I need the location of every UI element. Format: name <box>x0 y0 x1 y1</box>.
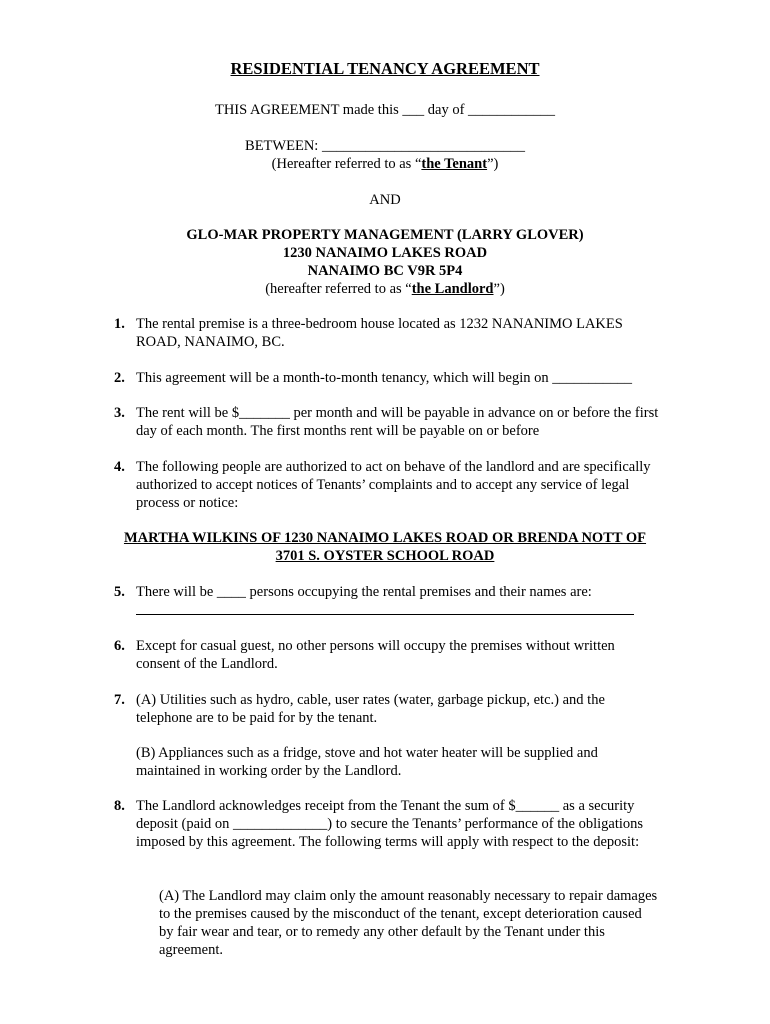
clause-text: (A) Utilities such as hydro, cable, user rates (water, garbage pickup, etc.) and the telephone are to be paid for by the tenant. <box>136 692 605 726</box>
clause-number: 7. <box>114 692 125 708</box>
clause-number: 1. <box>114 316 125 332</box>
clause-text: The rent will be $_______ per month and will be payable in advance on or before the first day of each month. The first months rent will be payable on or before <box>136 405 659 439</box>
authorized-agents: MARTHA WILKINS OF 1230 NANAIMO LAKES ROAD OR BRENDA NOTT OF 3701 S. OYSTER SCHOOL ROAD <box>123 530 647 564</box>
clause-number: 2. <box>114 370 125 386</box>
clause-number: 3. <box>114 405 125 421</box>
and-separator: AND <box>369 192 401 208</box>
document-title: RESIDENTIAL TENANCY AGREEMENT <box>230 59 540 78</box>
tenant-term: the Tenant <box>421 156 488 172</box>
clause-6 <box>114 637 659 673</box>
agreement-date-line: THIS AGREEMENT made this ___ day of ____________ <box>214 102 556 118</box>
landlord-reference: (hereafter referred to as “the Landlord”) <box>265 281 505 297</box>
clause-text: There will be ____ persons occupying the rental premises and their names are: <box>136 584 592 600</box>
clause-5 <box>114 583 659 601</box>
clause-number: 5. <box>114 584 125 600</box>
clause-text: The rental premise is a three-bedroom house located as 1232 NANANIMO LAKES ROAD, NANAIMO, BC. <box>136 316 623 350</box>
clause-8 <box>114 797 659 851</box>
clause-7 <box>114 691 659 727</box>
clause-2 <box>114 369 659 387</box>
clause-text: The Landlord acknowledges receipt from the Tenant the sum of $______ as a security deposit (paid on _____________) to secure the Tenants’ performance of the obligations imposed by this agreement. The following terms will apply with respect to the deposit: <box>136 798 644 850</box>
clause-number: 6. <box>114 638 125 654</box>
landlord-term: the Landlord <box>411 281 494 297</box>
clause-8a: (A) The Landlord may claim only the amount reasonably necessary to repair damages to the premises caused by the misconduct of the tenant, except deterioration caused by fair wear and tear, or to remedy any other default by the Tenant under this agreement. <box>159 888 658 958</box>
landlord-address-city: NANAIMO BC V9R 5P4 <box>307 263 463 279</box>
clause-number: 4. <box>114 459 125 475</box>
clause-7b: (B) Appliances such as a fridge, stove and hot water heater will be supplied and maintained in working order by the Landlord. <box>136 745 598 779</box>
occupant-names-blank <box>136 614 634 615</box>
clause-text: The following people are authorized to act on behave of the landlord and are specifically authorized to accept notices of Tenants’ complaints and to accept any service of legal process or notice: <box>136 459 651 511</box>
tenant-reference: (Hereafter referred to as “the Tenant”) <box>271 156 499 172</box>
between-line: BETWEEN: ____________________________ <box>245 138 525 154</box>
clause-text: Except for casual guest, no other persons will occupy the premises without written consent of the Landlord. <box>136 638 615 672</box>
clause-text: This agreement will be a month-to-month tenancy, which will begin on ___________ <box>136 370 632 386</box>
clause-1 <box>114 315 659 351</box>
clause-3 <box>114 404 659 440</box>
landlord-address-street: 1230 NANAIMO LAKES ROAD <box>282 245 488 261</box>
clause-number: 8. <box>114 798 125 814</box>
landlord-name: GLO-MAR PROPERTY MANAGEMENT (LARRY GLOVER) <box>186 227 584 243</box>
clause-4 <box>114 458 659 512</box>
